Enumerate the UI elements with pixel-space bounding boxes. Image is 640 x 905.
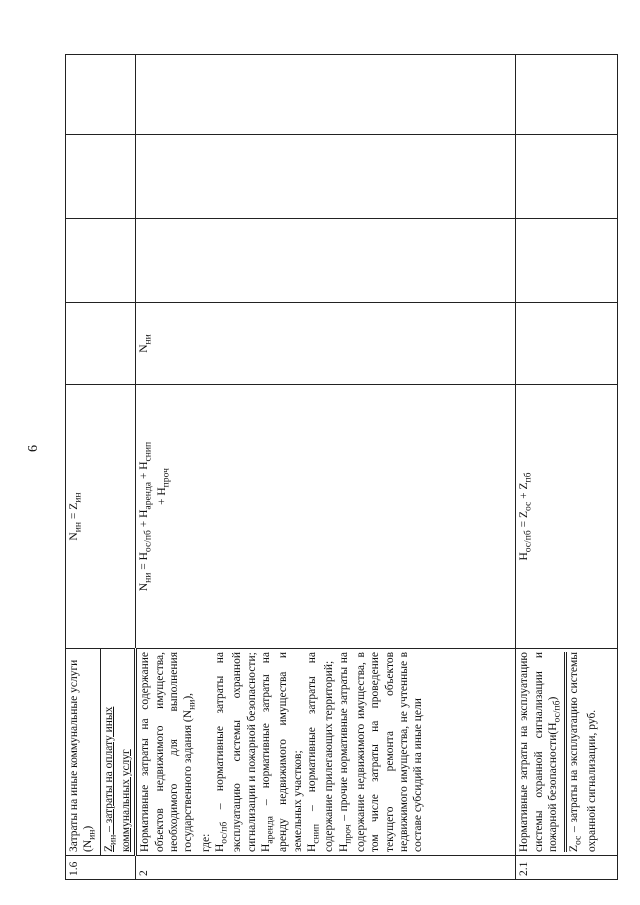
row-formula: $Н_{ос/пб} = Z_{ос} + Z_{пб}$: [516, 385, 618, 649]
row-number: 2: [136, 856, 516, 880]
row-formula: $N_{ин} = Z_{ин}$: [66, 385, 136, 649]
row-n-value: $N_{ни}$: [136, 303, 516, 385]
row-number: 2.1: [516, 856, 618, 880]
row-formula: $N_{ни} = Н_{ос/пб} + Н_{аренда} + Н_{снип}$ + $Н_{проч}$: [136, 385, 516, 649]
empty-cell: [136, 55, 516, 135]
cost-norms-table: [65, 54, 618, 880]
empty-cell: [136, 135, 516, 219]
empty-cell: [516, 219, 618, 303]
empty-cell: [136, 219, 516, 303]
page-number: 6: [26, 445, 41, 452]
table-row: [136, 55, 516, 880]
row-description-sub: $Z_{ин}$ – затраты на оплату иных коммунальных услуг: [100, 649, 136, 856]
row-description: Нормативные затраты на содержание объектов недвижимого имущества, необходимого для выполнения государственного задания $(N_{ни})$, где: $Н_{ос/пб}$ – нормативные затраты на эксплуатацию системы охранной сигнализации и пожарной безопасности; $Н_{аренда}$ – нормативные затраты на аренду недвижимого имущества и земельных участков; $Н_{снип}$ – нормативные затраты на содержание прилегающих территорий; $Н_{проч}$ – прочие нормативные затраты на содержание недвижимого имущества, в том числе затраты на проведение текущего ремонта объектов недвижимого имущества, не учтенные в составе субсидий на иные цели: [136, 649, 516, 856]
row-description: Затраты на иные коммунальные услуги $(N_{ин})$: [66, 649, 101, 856]
table-row: [516, 55, 618, 880]
empty-cell: [66, 135, 136, 219]
row-number: 1.6: [66, 856, 136, 880]
empty-cell: [66, 55, 136, 135]
empty-cell: [516, 55, 618, 135]
table-row: [66, 55, 101, 880]
empty-cell: [66, 219, 136, 303]
empty-cell: [516, 303, 618, 385]
rotated-table-wrapper: [65, 55, 618, 880]
row-description: Нормативные затраты на эксплуатацию системы охранной сигнализации и пожарной $безопасности(Н_{ос/пб})$ $Z_{ос}$ – затраты на эксплуатацию системы охранной сигнализации, руб.: [516, 649, 618, 856]
empty-cell: [66, 303, 136, 385]
empty-cell: [516, 135, 618, 219]
